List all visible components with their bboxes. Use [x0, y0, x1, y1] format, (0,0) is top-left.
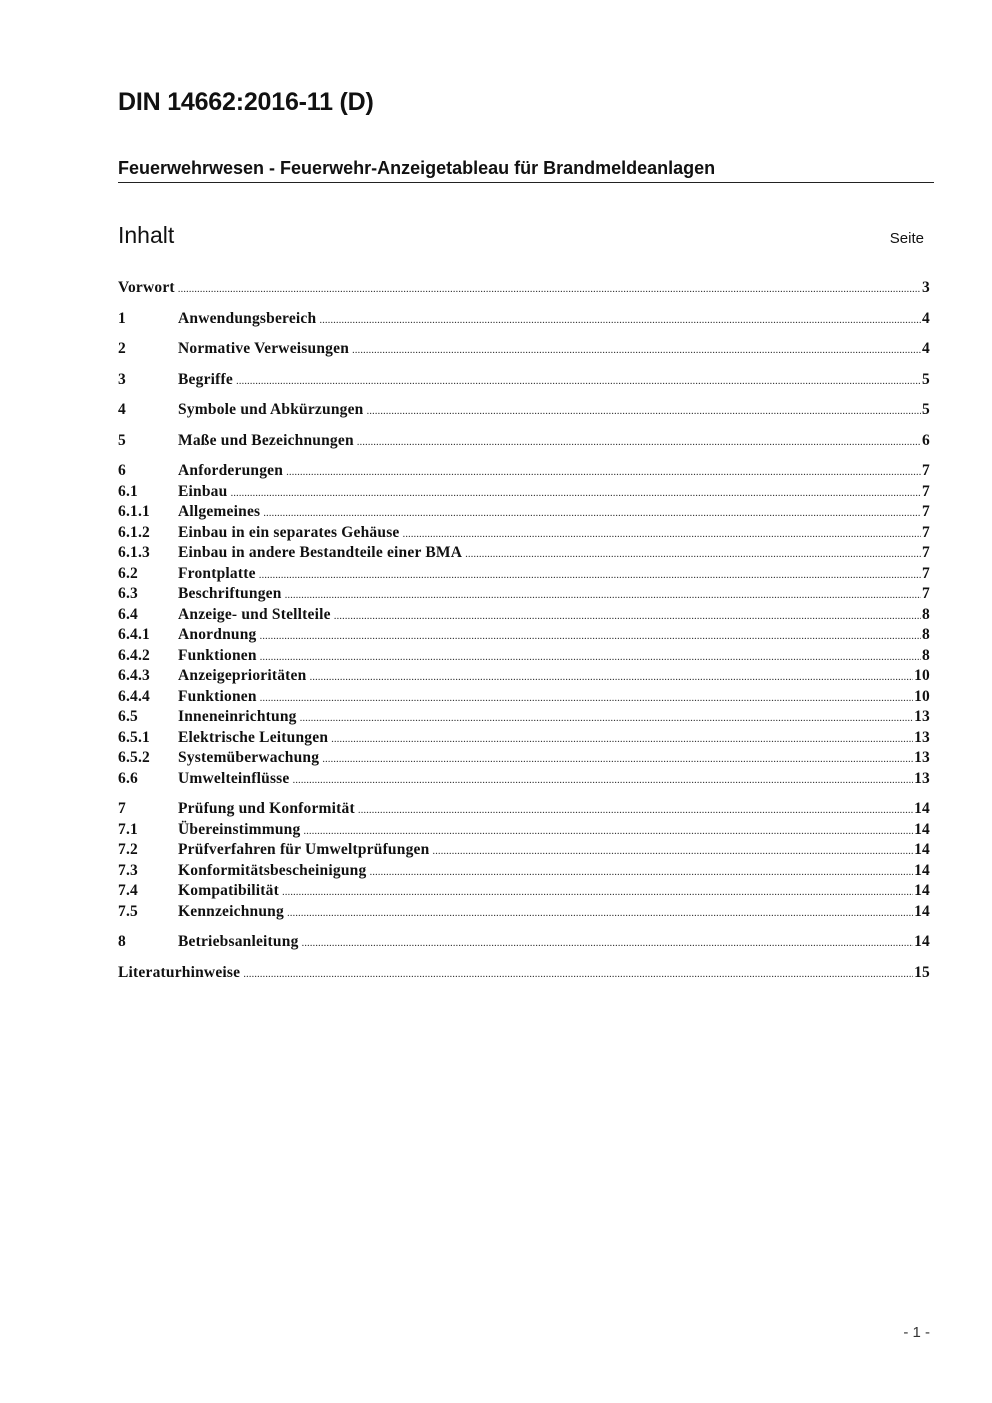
toc-entry-number: 7: [118, 800, 126, 817]
toc-entry-page: 10: [914, 687, 930, 705]
toc-entry-title: Vorwort: [118, 279, 175, 296]
toc-dot-leader: [293, 770, 914, 791]
toc-entry-page: 6: [922, 431, 930, 449]
toc-entry-title: Einbau in ein separates Gehäuse: [178, 523, 400, 541]
toc-entry-number: 7.5: [118, 902, 138, 920]
toc-entry-page: 7: [922, 585, 930, 602]
toc-entry-number: 6.1.3: [118, 544, 150, 561]
toc-entry[interactable]: [118, 902, 930, 923]
toc-entry-page: 14: [914, 933, 930, 950]
toc-entry-number: 2: [118, 340, 126, 357]
toc-entry[interactable]: [118, 820, 930, 841]
toc-entry-title: Einbau: [178, 482, 228, 500]
toc-dot-leader: [432, 841, 913, 862]
toc-dot-leader: [260, 647, 921, 668]
document-title: DIN 14662:2016-11 (D): [118, 88, 374, 116]
toc-entry-number: 6.6: [118, 769, 138, 787]
toc-entry-title: Anordnung: [178, 626, 257, 643]
toc-entry-number: 6.5: [118, 708, 138, 725]
toc-dot-leader: [302, 933, 914, 954]
toc-entry-number: 6.5.1: [118, 728, 150, 746]
toc-dot-leader: [357, 432, 921, 453]
toc-entry[interactable]: [118, 461, 930, 482]
toc-entry-number: 8: [118, 933, 126, 950]
toc-dot-leader: [285, 585, 921, 606]
table-of-contents: [118, 278, 930, 983]
toc-entry-number: 7.1: [118, 820, 138, 838]
page-number: - 1 -: [903, 1324, 930, 1341]
toc-dot-leader: [322, 749, 913, 770]
document-subtitle: Feuerwehrwesen - Feuerwehr-Anzeigetableau für Brandmeldeanlagen: [118, 158, 934, 183]
toc-dot-leader: [236, 371, 921, 392]
toc-dot-leader: [358, 800, 913, 821]
toc-entry[interactable]: [118, 605, 930, 626]
toc-entry[interactable]: [118, 646, 930, 667]
toc-entry-title: Umwelteinflüsse: [178, 769, 290, 787]
toc-entry-number: 6.3: [118, 585, 138, 602]
toc-entry-page: 4: [922, 340, 930, 357]
toc-entry-page: 7: [922, 523, 930, 541]
toc-entry[interactable]: [118, 370, 930, 391]
toc-entry-page: 13: [914, 728, 930, 746]
toc-dot-leader: [331, 729, 913, 750]
toc-entry-title: Betriebsanleitung: [178, 933, 299, 950]
toc-entry[interactable]: [118, 769, 930, 790]
toc-entry[interactable]: [118, 400, 930, 421]
toc-dot-leader: [259, 565, 921, 586]
toc-entry[interactable]: [118, 728, 930, 749]
toc-entry-number: 6.5.2: [118, 749, 150, 766]
toc-entry-title: Symbole und Abkürzungen: [178, 401, 364, 418]
toc-entry[interactable]: [118, 584, 930, 605]
toc-entry-title: Systemüberwachung: [178, 749, 320, 766]
toc-entry-number: 6.1: [118, 482, 138, 500]
toc-entry-number: 3: [118, 370, 126, 388]
toc-entry-page: 3: [922, 279, 930, 296]
toc-entry-page: 14: [914, 820, 930, 838]
toc-entry-title: Konformitätsbescheinigung: [178, 861, 367, 879]
toc-entry-title: Allgemeines: [178, 503, 261, 520]
toc-dot-leader: [369, 862, 913, 883]
toc-entry-page: 14: [914, 902, 930, 920]
toc-dot-leader: [260, 688, 913, 709]
toc-entry-page: 7: [922, 482, 930, 500]
toc-entry-page: 5: [922, 401, 930, 418]
toc-entry-page: 7: [922, 564, 930, 582]
toc-dot-leader: [263, 503, 921, 524]
toc-entry[interactable]: [118, 963, 930, 984]
toc-entry[interactable]: [118, 431, 930, 452]
toc-entry-page: 14: [914, 800, 930, 817]
toc-entry-page: 4: [922, 309, 930, 327]
page-column-label: Seite: [889, 230, 924, 247]
toc-dot-leader: [334, 606, 921, 627]
toc-entry-page: 14: [914, 861, 930, 879]
toc-dot-leader: [465, 544, 921, 565]
toc-entry-number: 4: [118, 401, 126, 418]
toc-entry[interactable]: [118, 564, 930, 585]
toc-entry[interactable]: [118, 502, 930, 523]
toc-entry-title: Funktionen: [178, 646, 257, 664]
toc-entry-page: 8: [922, 626, 930, 643]
toc-entry-page: 13: [914, 749, 930, 766]
toc-entry[interactable]: [118, 799, 930, 820]
toc-entry[interactable]: [118, 339, 930, 360]
toc-entry-number: 6.4.4: [118, 687, 150, 705]
toc-entry-page: 13: [914, 708, 930, 725]
toc-entry[interactable]: [118, 309, 930, 330]
toc-entry-number: 1: [118, 309, 126, 327]
toc-entry[interactable]: [118, 625, 930, 646]
toc-entry-number: 6.1.1: [118, 503, 150, 520]
toc-dot-leader: [309, 667, 913, 688]
toc-dot-leader: [230, 483, 921, 504]
toc-entry-page: 5: [922, 370, 930, 388]
toc-entry-title: Beschriftungen: [178, 585, 282, 602]
toc-dot-leader: [300, 708, 913, 729]
toc-entry-number: 6.1.2: [118, 523, 150, 541]
toc-entry-number: 7.4: [118, 882, 138, 899]
toc-dot-leader: [243, 964, 913, 985]
toc-entry-page: 8: [922, 646, 930, 664]
toc-entry[interactable]: [118, 748, 930, 769]
toc-entry-page: 13: [914, 769, 930, 787]
toc-heading: Inhalt: [118, 222, 175, 248]
toc-entry-number: 7.3: [118, 861, 138, 879]
toc-entry-title: Einbau in andere Bestandteile einer BMA: [178, 544, 463, 561]
toc-entry-number: 6.4: [118, 605, 138, 623]
toc-entry-title: Prüfverfahren für Umweltprüfungen: [178, 841, 430, 858]
toc-entry-number: 6: [118, 462, 126, 479]
toc-entry[interactable]: [118, 861, 930, 882]
toc-entry[interactable]: [118, 687, 930, 708]
toc-entry[interactable]: [118, 881, 930, 902]
toc-entry-title: Begriffe: [178, 370, 233, 388]
toc-dot-leader: [319, 310, 921, 331]
toc-entry-title: Anzeige- und Stellteile: [178, 605, 331, 623]
toc-dot-leader: [286, 462, 921, 483]
toc-entry[interactable]: [118, 482, 930, 503]
toc-dot-leader: [303, 821, 913, 842]
toc-dot-leader: [352, 340, 921, 361]
toc-entry-title: Elektrische Leitungen: [178, 728, 329, 746]
toc-entry-page: 15: [914, 963, 930, 981]
toc-entry-title: Literaturhinweise: [118, 963, 241, 981]
toc-entry-title: Kennzeichnung: [178, 902, 284, 920]
toc-entry-page: 10: [914, 667, 930, 684]
toc-entry-number: 6.4.3: [118, 667, 150, 684]
toc-entry-title: Anzeigeprioritäten: [178, 667, 307, 684]
toc-entry[interactable]: [118, 543, 930, 564]
toc-entry[interactable]: [118, 840, 930, 861]
toc-entry-title: Übereinstimmung: [178, 820, 301, 838]
toc-entry[interactable]: [118, 278, 930, 299]
toc-dot-leader: [259, 626, 921, 647]
toc-entry-title: Kompatibilität: [178, 882, 279, 899]
toc-entry-number: 5: [118, 431, 126, 449]
toc-entry[interactable]: [118, 523, 930, 544]
toc-entry-title: Maße und Bezeichnungen: [178, 431, 354, 449]
toc-entry-title: Frontplatte: [178, 564, 256, 582]
toc-dot-leader: [403, 524, 922, 545]
toc-entry[interactable]: [118, 707, 930, 728]
toc-entry-number: 6.2: [118, 564, 138, 582]
toc-entry-page: 7: [922, 544, 930, 561]
toc-entry[interactable]: [118, 932, 930, 953]
toc-entry-number: 6.4.1: [118, 626, 150, 643]
toc-entry-title: Anwendungsbereich: [178, 309, 317, 327]
toc-dot-leader: [178, 279, 921, 300]
toc-entry-page: 14: [914, 841, 930, 858]
toc-entry-page: 7: [922, 462, 930, 479]
toc-entry-page: 14: [914, 882, 930, 899]
toc-dot-leader: [287, 903, 913, 924]
toc-entry-title: Inneneinrichtung: [178, 708, 297, 725]
toc-dot-leader: [282, 882, 913, 903]
toc-entry-page: 7: [922, 503, 930, 520]
toc-entry-number: 7.2: [118, 841, 138, 858]
toc-entry[interactable]: [118, 666, 930, 687]
toc-entry-title: Prüfung und Konformität: [178, 800, 355, 817]
toc-entry-title: Anforderungen: [178, 462, 284, 479]
toc-entry-title: Normative Verweisungen: [178, 340, 350, 357]
toc-dot-leader: [367, 401, 922, 422]
toc-entry-page: 8: [922, 605, 930, 623]
toc-entry-number: 6.4.2: [118, 646, 150, 664]
toc-entry-title: Funktionen: [178, 687, 257, 705]
